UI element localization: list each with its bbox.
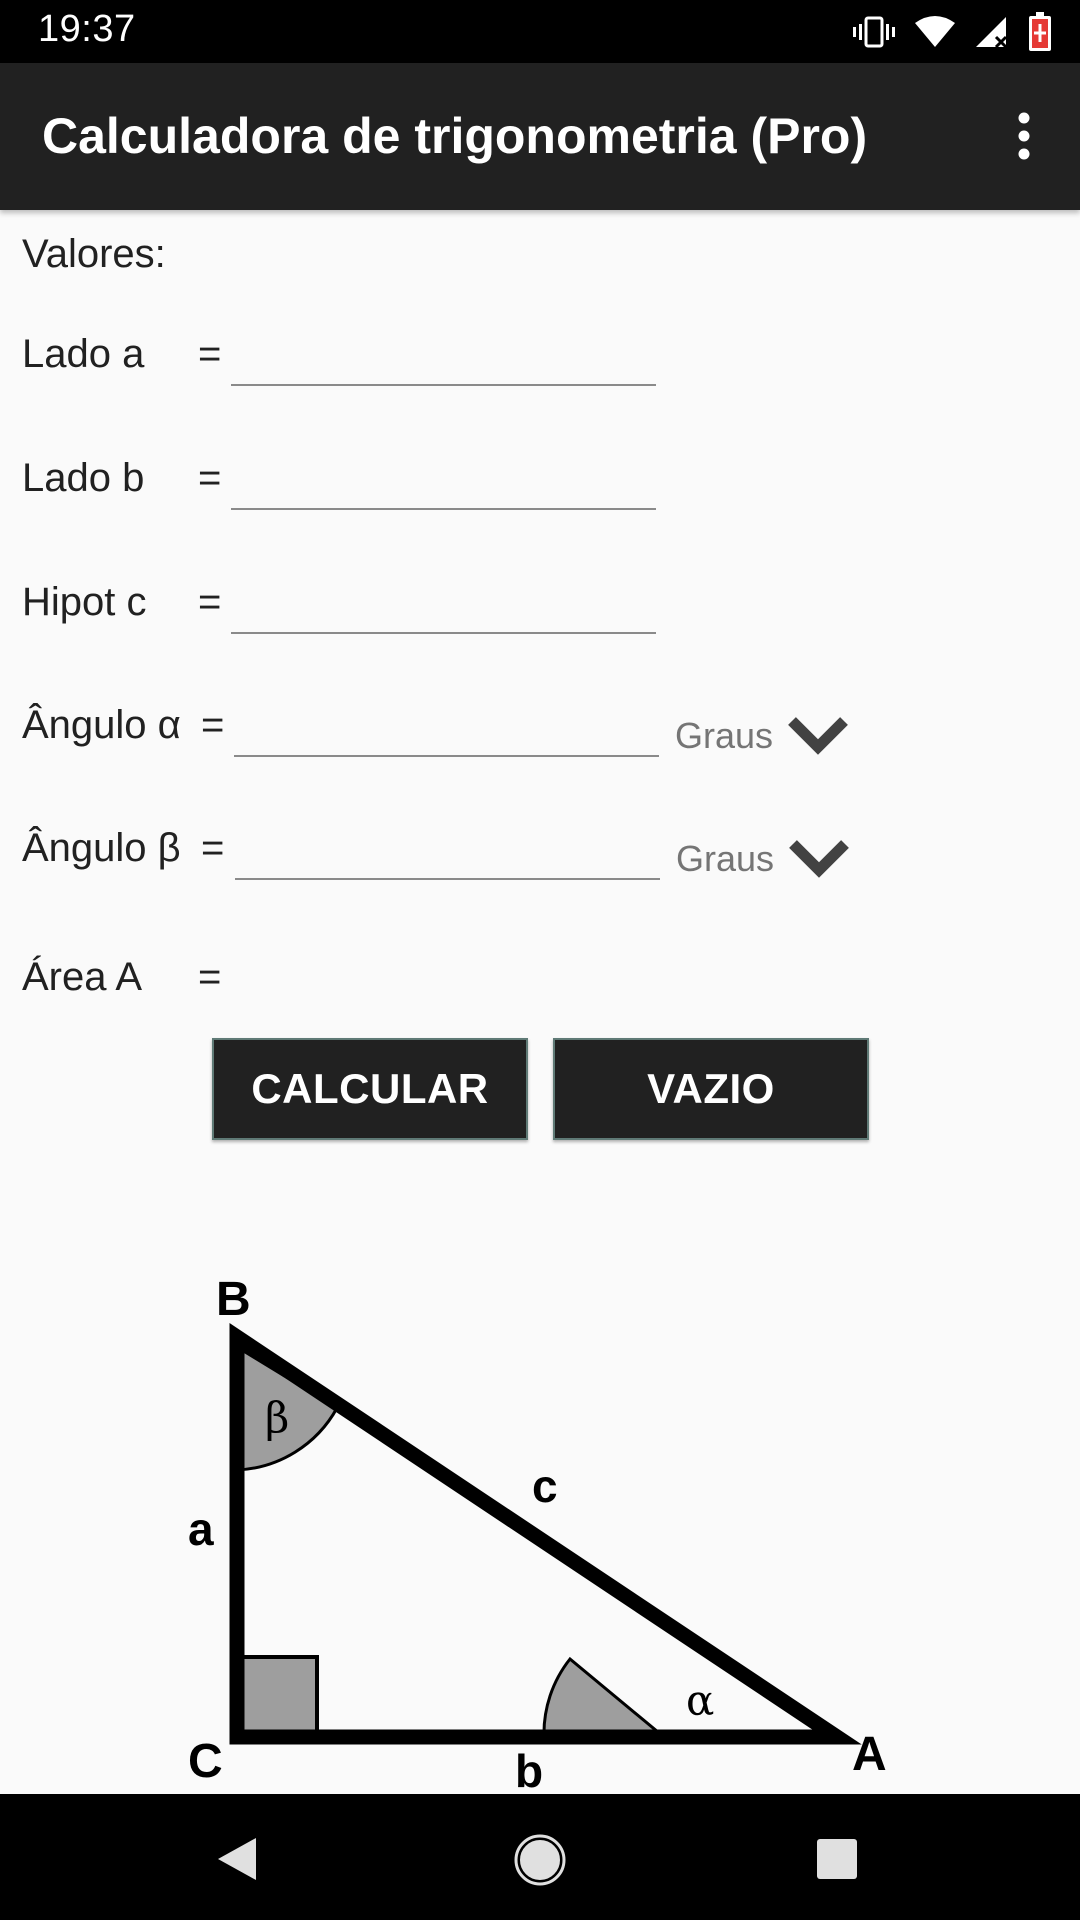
app-toolbar <box>0 63 1080 210</box>
recents-icon[interactable] <box>816 1838 858 1880</box>
chevron-down-icon[interactable] <box>786 713 850 757</box>
clear-button[interactable]: VAZIO <box>553 1038 869 1140</box>
angle-alpha-label: Ângulo α <box>22 703 181 747</box>
side-b-label: Lado b <box>22 456 145 500</box>
battery-icon <box>1028 12 1052 52</box>
right-triangle <box>237 1337 837 1737</box>
back-icon[interactable] <box>216 1836 258 1882</box>
side-a-label: Lado a <box>22 332 145 376</box>
angle-beta-unit[interactable]: Graus <box>676 838 775 879</box>
angle-alpha-diagram-label: α <box>686 1676 715 1725</box>
app-title: Calculadora de trigonometria (Pro) <box>42 108 868 164</box>
status-bar <box>0 0 1080 63</box>
signal-icon <box>974 15 1010 49</box>
row-hypotenuse <box>0 568 1080 648</box>
vertex-c-label: C <box>188 1735 223 1788</box>
equals-sign: = <box>198 580 222 624</box>
angle-beta-label: Ângulo β <box>22 826 181 870</box>
angle-beta-input[interactable] <box>235 818 660 880</box>
equals-sign: = <box>198 955 222 999</box>
chevron-down-icon[interactable] <box>787 836 851 880</box>
right-angle-marker <box>237 1657 317 1737</box>
side-b-diagram-label: b <box>515 1745 544 1790</box>
row-angle-alpha <box>0 691 1080 771</box>
equals-sign: = <box>201 826 225 870</box>
wifi-icon <box>914 15 956 49</box>
home-icon[interactable] <box>514 1834 566 1886</box>
hypotenuse-label: Hipot c <box>22 580 147 624</box>
side-c-diagram-label: c <box>532 1460 558 1512</box>
triangle-diagram <box>170 1250 910 1790</box>
row-area <box>0 943 1080 1023</box>
navigation-bar <box>0 1794 1080 1920</box>
equals-sign: = <box>198 332 222 376</box>
angle-beta-diagram-label: β <box>265 1393 290 1442</box>
angle-alpha-arc <box>544 1659 664 1737</box>
vertex-a-label: A <box>852 1728 887 1781</box>
side-a-input[interactable] <box>231 324 656 386</box>
side-a-diagram-label: a <box>188 1503 214 1555</box>
row-side-b <box>0 444 1080 524</box>
calculate-button[interactable]: CALCULAR <box>212 1038 528 1140</box>
vertex-b-label: B <box>216 1273 251 1326</box>
angle-alpha-input[interactable] <box>234 695 659 757</box>
angle-alpha-unit[interactable]: Graus <box>675 715 774 756</box>
hypotenuse-input[interactable] <box>231 572 656 634</box>
values-heading: Valores: <box>22 232 166 276</box>
row-angle-beta <box>0 814 1080 894</box>
area-label: Área A <box>22 955 143 999</box>
status-time: 19:37 <box>38 8 136 50</box>
equals-sign: = <box>201 703 225 747</box>
row-side-a <box>0 320 1080 400</box>
side-b-input[interactable] <box>231 448 656 510</box>
equals-sign: = <box>198 456 222 500</box>
more-options-icon[interactable] <box>994 101 1054 171</box>
vibrate-icon <box>852 15 896 49</box>
